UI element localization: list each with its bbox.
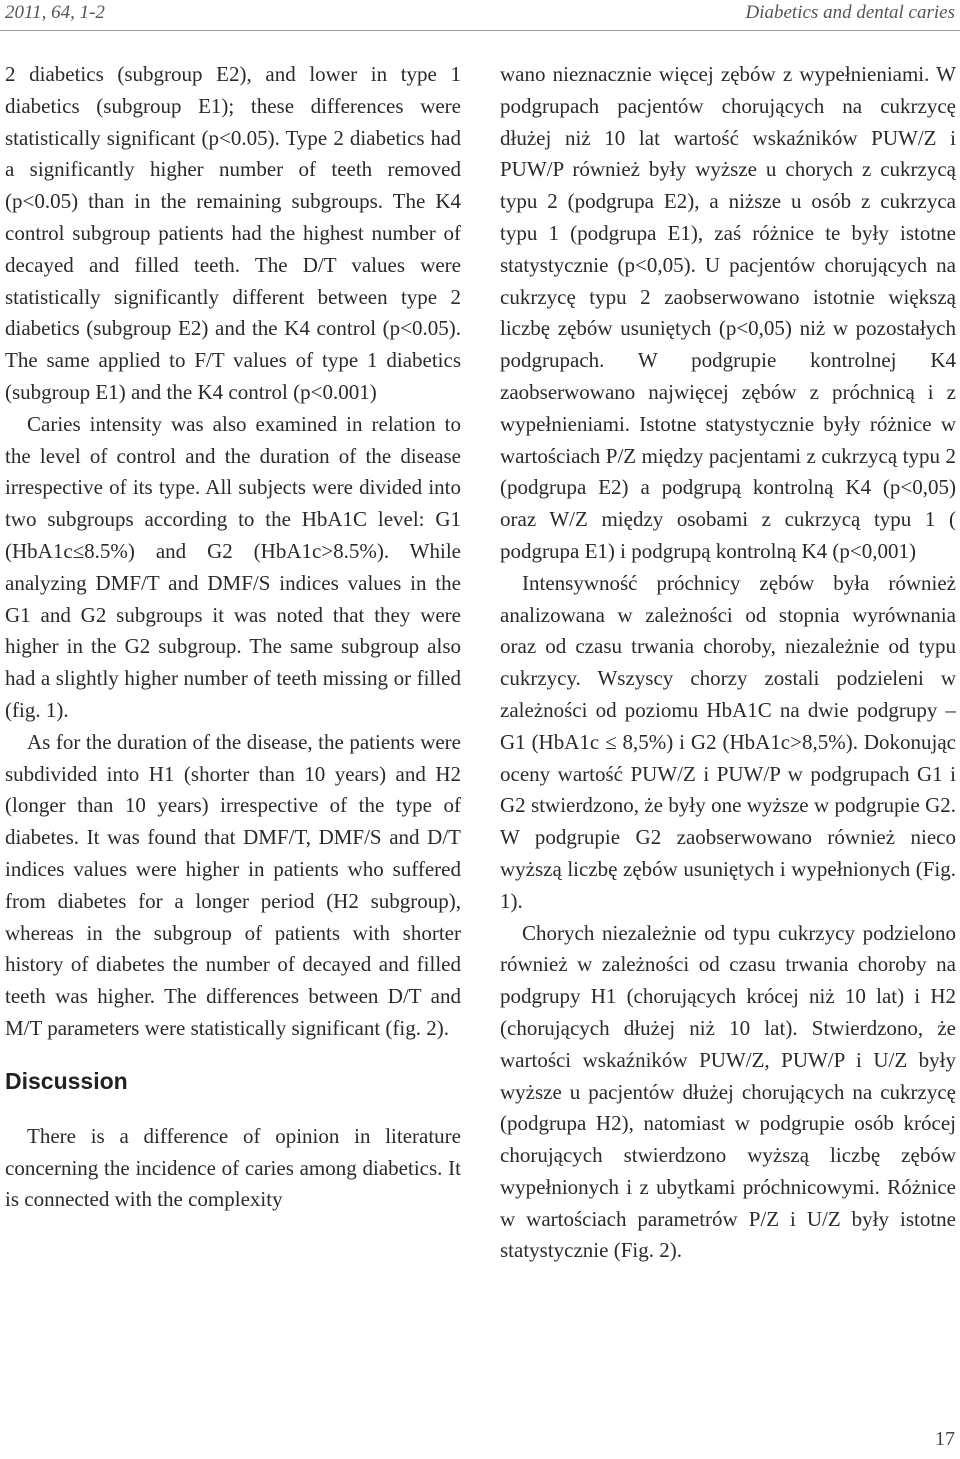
paragraph: wano nieznacznie więcej zębów z wypełnieniami. W podgrupach pacjentów chorujących na cukrzycę dłużej niż 10 lat wartość wskaźników PUW/Z i PUW/P również były wyższe u chorych z cukrzycą typu 2 (podgrupa E2), a niższe u osób z cukrzyca typu 1 (podgrupa E1), zaś różnice te były istotne statystycznie (p<0,05). U pacjentów chorujących na cukrzycę typu 2 zaobserwowano istotnie większą liczbę zębów usuniętych (p<0,05) niż w pozostałych podgrupach. W podgrupie kontrolnej K4 zaobserwowano najwięcej zębów z próchnicą i z wypełnieniami. Istotne statystycznie były różnice w wartościach P/Z między pacjentami z cukrzycą typu 2 (podgrupa E2) a podgrupą kontrolną K4 (p<0,05) oraz W/Z między osobami z cukrzycą typu 1 ( podgrupa E1) i podgrupą kontrolną K4 (p<0,001)	[500, 62, 956, 563]
polish-column	[500, 59, 956, 1267]
running-title: Diabetics and dental caries	[745, 2, 955, 23]
paragraph: 2 diabetics (subgroup E2), and lower in type 1 diabetics (subgroup E1); these differences were statistically significant (p<0.05). Type 2 diabetics had a significantly higher number of teeth removed (p<0.05) than in the remaining subgroups. The K4 control subgroup patients had the highest number of decayed and filled teeth. The D/T values were statistically significantly different between type 2 diabetics (subgroup E2) and the K4 control (p<0.05). The same applied to F/T values of type 1 diabetics (subgroup E1) and the K4 control (p<0.001)	[5, 62, 461, 404]
section-heading: Discussion	[5, 1067, 128, 1094]
page-number: 17	[935, 1428, 955, 1450]
paragraph: Caries intensity was also examined in relation to the level of control and the duration of the disease irrespective of its type. All subjects were divided into two subgroups according to the HbA1C level: G1 (HbA1c≤8.5%) and G2 (HbA1c>8.5%). While analyzing DMF/T and DMF/S indices values in the G1 and G2 subgroups it was noted that they were higher in the G2 subgroup. The same subgroup also had a slightly higher number of teeth missing or filled (fig. 1).	[5, 411, 461, 722]
running-header	[0, 0, 960, 31]
english-column	[5, 59, 461, 1216]
paragraph: Chorych niezależnie od typu cukrzycy podzielono również w zależności od czasu trwania choroby na podgrupy H1 (chorujących krócej niż 10 lat) i H2 (chorujących dłużej niż 10 lat). Stwierdzono, że wartości wskaźników PUW/Z, PUW/P i U/Z były wyższe u pacjentów dłużej chorujących na cukrzycę (podgrupa H2), natomiast w podgrupie osób krócej chorujących stwierdzono wyższą liczbę zębów wypełnionych i z ubytkami próchnicowymi. Różnice w wartościach parametrów P/Z i U/Z były istotne statystycznie (Fig. 2).	[500, 920, 956, 1263]
paragraph: Intensywność próchnicy zębów była również analizowana w zależności od stopnia wyrównania oraz od czasu trwania choroby, niezależnie od typu cukrzycy. Wszyscy chorzy zostali podzieleni w zależności od poziomu HbA1C na dwie podgrupy – G1 (HbA1c ≤ 8,5%) i G2 (HbA1c>8,5%). Dokonując oceny wartość PUW/Z i PUW/P w podgrupach G1 i G2 stwierdzono, że były one wyższe w podgrupie G2. W podgrupie G2 zaobserwowano również nieco wyższą liczbę zębów usuniętych i wypełnionych (Fig. 1).	[500, 570, 956, 913]
journal-issue: 2011, 64, 1-2	[5, 2, 105, 23]
paragraph: As for the duration of the disease, the patients were subdivided into H1 (shorter than 10 years) and H2 (longer than 10 years) irrespective of the type of diabetes. It was found that DMF/T, DMF/S and D/T indices values were higher in patients who suffered from diabetes for a longer period (H2 subgroup), whereas in the subgroup of patients with shorter history of diabetes the number of decayed and filled teeth was higher. The differences between D/T and M/T parameters were statistically significant (fig. 2).	[5, 729, 461, 1040]
paragraph: There is a difference of opinion in literature concerning the incidence of caries among diabetics. It is connected with the complexity	[5, 1123, 461, 1212]
